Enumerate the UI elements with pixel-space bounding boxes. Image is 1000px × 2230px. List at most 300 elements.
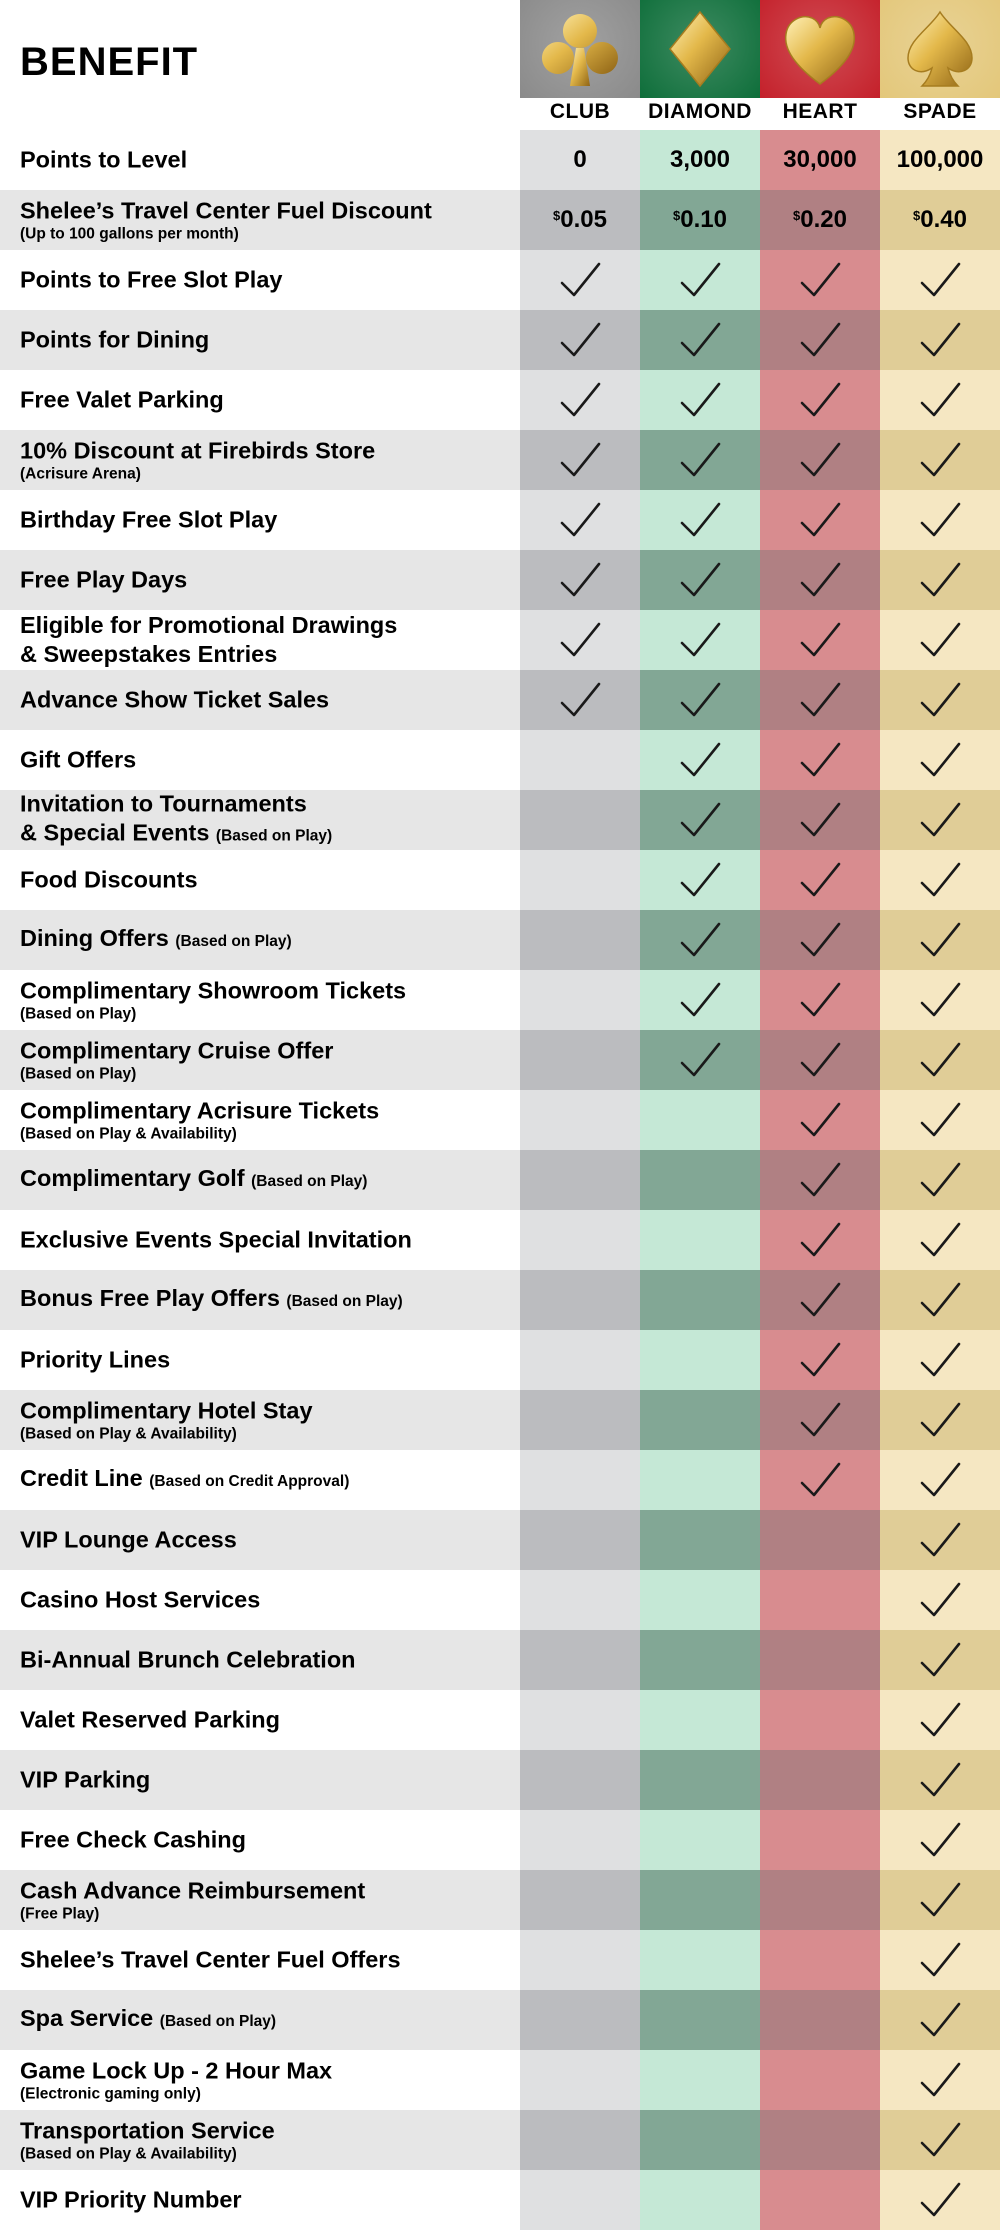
- check-icon: [799, 1040, 841, 1080]
- tier-cell-club: [520, 610, 640, 670]
- tier-cell-diamond: [640, 1510, 760, 1570]
- check-icon: [799, 1160, 841, 1200]
- tier-cell-club: [520, 490, 640, 550]
- benefit-label: [20, 1877, 514, 1924]
- benefit-row: [0, 1630, 1000, 1690]
- benefit-label: [20, 1646, 514, 1675]
- benefit-name: Exclusive Events Special Invitation: [20, 1226, 412, 1253]
- check-icon: [919, 2000, 961, 2040]
- tier-cell-heart: [760, 790, 880, 850]
- tier-value-number: 0: [573, 146, 587, 173]
- benefit-label-cell: [0, 610, 520, 670]
- tier-cell-club: [520, 1810, 640, 1870]
- currency-symbol: $: [553, 208, 561, 223]
- tier-cell-spade: [880, 1390, 1000, 1450]
- check-icon: [919, 260, 961, 300]
- benefit-row: [0, 130, 1000, 190]
- check-icon: [919, 860, 961, 900]
- check-icon: [799, 1400, 841, 1440]
- benefit-name: Eligible for Promotional Drawings: [20, 612, 398, 638]
- club-icon: [540, 8, 620, 90]
- tier-cell-spade: [880, 370, 1000, 430]
- benefit-label: [20, 506, 514, 535]
- benefit-name-line2: & Special Events: [20, 819, 210, 846]
- check-icon: [919, 620, 961, 660]
- tier-cell-diamond: [640, 1570, 760, 1630]
- check-icon: [559, 560, 601, 600]
- benefit-row: [0, 1510, 1000, 1570]
- benefit-name: Free Play Days: [20, 566, 188, 593]
- tier-value-number: 0.20: [800, 206, 847, 233]
- tier-cell-heart: [760, 850, 880, 910]
- benefit-row: [0, 250, 1000, 310]
- benefit-label: [20, 326, 514, 355]
- tier-cell-spade: [880, 1630, 1000, 1690]
- tier-cell-spade: [880, 790, 1000, 850]
- check-icon: [919, 1340, 961, 1380]
- check-icon: [919, 1700, 961, 1740]
- check-icon: [919, 2180, 961, 2220]
- benefit-row: [0, 430, 1000, 490]
- benefit-name: Priority Lines: [20, 1346, 171, 1373]
- tier-cell-spade: [880, 130, 1000, 190]
- benefit-label: [20, 790, 514, 851]
- benefit-label: [20, 266, 514, 295]
- tier-club: [520, 0, 640, 130]
- benefit-label-cell: [0, 1870, 520, 1930]
- benefit-label-cell: [0, 430, 520, 490]
- tier-cell-spade: [880, 1870, 1000, 1930]
- tier-cell-diamond: [640, 970, 760, 1030]
- tier-cell-heart: [760, 1690, 880, 1750]
- check-icon: [799, 920, 841, 960]
- check-icon: [919, 1760, 961, 1800]
- tier-cell-club: [520, 1690, 640, 1750]
- tier-cell-club: [520, 1090, 640, 1150]
- tier-cell-club: [520, 370, 640, 430]
- check-icon: [799, 260, 841, 300]
- benefit-label: [20, 866, 514, 895]
- benefit-label-cell: [0, 670, 520, 730]
- check-icon: [919, 800, 961, 840]
- benefit-name: VIP Priority Number: [20, 2186, 242, 2213]
- check-icon: [919, 1280, 961, 1320]
- benefit-row: [0, 2170, 1000, 2230]
- tier-cell-heart: [760, 2050, 880, 2110]
- tier-cell-diamond: [640, 1150, 760, 1210]
- benefit-name: VIP Parking: [20, 1766, 151, 1793]
- tier-cell-diamond: [640, 190, 760, 250]
- check-icon: [799, 380, 841, 420]
- tier-cell-heart: [760, 1330, 880, 1390]
- tier-cell-heart: [760, 1030, 880, 1090]
- check-icon: [799, 560, 841, 600]
- benefit-name: Points for Dining: [20, 326, 210, 353]
- tier-cell-diamond: [640, 550, 760, 610]
- tier-cell-diamond: [640, 1390, 760, 1450]
- tier-cell-diamond: [640, 670, 760, 730]
- diamond-icon: [660, 8, 740, 90]
- benefit-name: Dining Offers: [20, 925, 169, 951]
- tier-cell-heart: [760, 430, 880, 490]
- tier-cell-diamond: [640, 1630, 760, 1690]
- tier-value-number: 0.40: [920, 206, 967, 233]
- tier-cell-club: [520, 670, 640, 730]
- tier-value-number: 100,000: [896, 146, 984, 173]
- benefit-label: [20, 1464, 514, 1496]
- tier-cell-diamond: [640, 1030, 760, 1090]
- benefit-label-cell: [0, 1630, 520, 1690]
- check-icon: [679, 740, 721, 780]
- benefit-label-cell: [0, 1030, 520, 1090]
- tier-value: [880, 206, 1000, 234]
- tier-cell-club: [520, 1870, 640, 1930]
- tier-cell-heart: [760, 1870, 880, 1930]
- benefit-name: Invitation to Tournaments: [20, 790, 307, 817]
- tier-cell-heart: [760, 1990, 880, 2050]
- check-icon: [919, 1940, 961, 1980]
- check-icon: [679, 500, 721, 540]
- currency-symbol: $: [913, 208, 921, 223]
- tier-cell-heart: [760, 730, 880, 790]
- tier-cell-club: [520, 1150, 640, 1210]
- tier-cell-heart: [760, 1390, 880, 1450]
- benefit-name: Complimentary Acrisure Tickets: [20, 1097, 380, 1124]
- benefit-label: [20, 386, 514, 415]
- check-icon: [679, 680, 721, 720]
- benefit-name: Complimentary Golf: [20, 1165, 245, 1191]
- check-icon: [799, 320, 841, 360]
- check-icon: [919, 1580, 961, 1620]
- benefit-name: Advance Show Ticket Sales: [20, 686, 330, 713]
- benefit-name: Bi-Annual Brunch Celebration: [20, 1646, 356, 1673]
- tier-cell-club: [520, 1750, 640, 1810]
- benefit-row: [0, 1030, 1000, 1090]
- benefit-label-cell: [0, 1990, 520, 2050]
- tier-cell-club: [520, 1210, 640, 1270]
- tier-cell-heart: [760, 490, 880, 550]
- check-icon: [679, 320, 721, 360]
- benefit-label-cell: [0, 850, 520, 910]
- check-icon: [919, 440, 961, 480]
- benefit-subnote: (Electronic gaming only): [20, 2085, 201, 2103]
- tier-cell-spade: [880, 850, 1000, 910]
- tier-cell-club: [520, 130, 640, 190]
- check-icon: [799, 440, 841, 480]
- benefit-label-cell: [0, 130, 520, 190]
- check-icon: [559, 680, 601, 720]
- tier-cell-heart: [760, 1570, 880, 1630]
- tier-cell-diamond: [640, 430, 760, 490]
- check-icon: [919, 740, 961, 780]
- tier-cell-diamond: [640, 610, 760, 670]
- benefit-name: Complimentary Cruise Offer: [20, 1037, 334, 1064]
- benefit-row: [0, 1870, 1000, 1930]
- tier-spade: [880, 0, 1000, 130]
- tier-cell-spade: [880, 1090, 1000, 1150]
- tier-cell-diamond: [640, 370, 760, 430]
- check-icon: [559, 260, 601, 300]
- tier-cell-spade: [880, 1150, 1000, 1210]
- benefit-subnote: (Free Play): [20, 1905, 100, 1923]
- tier-cell-heart: [760, 1930, 880, 1990]
- benefit-label-cell: [0, 190, 520, 250]
- tier-cell-diamond: [640, 2110, 760, 2170]
- benefit-label-cell: [0, 1930, 520, 1990]
- benefit-label: [20, 1706, 514, 1735]
- benefit-row: [0, 2110, 1000, 2170]
- benefit-name: Shelee’s Travel Center Fuel Discount: [20, 197, 432, 224]
- check-icon: [919, 1100, 961, 1140]
- check-icon: [559, 380, 601, 420]
- benefit-label: [20, 1284, 514, 1316]
- benefit-row: [0, 1150, 1000, 1210]
- tier-cell-diamond: [640, 1210, 760, 1270]
- tier-cell-diamond: [640, 910, 760, 970]
- benefit-name: 10% Discount at Firebirds Store: [20, 437, 376, 464]
- check-icon: [919, 1400, 961, 1440]
- benefit-row: [0, 310, 1000, 370]
- benefit-label-cell: [0, 250, 520, 310]
- tier-value: [520, 146, 640, 174]
- benefit-row: [0, 1270, 1000, 1330]
- tier-value: [760, 206, 880, 234]
- benefit-label-cell: [0, 1390, 520, 1450]
- tier-label: CLUB: [549, 100, 611, 123]
- check-icon: [799, 740, 841, 780]
- benefit-label: [20, 746, 514, 775]
- tier-cell-heart: [760, 1210, 880, 1270]
- benefit-subnote: (Based on Play): [20, 1005, 137, 1023]
- check-icon: [679, 1040, 721, 1080]
- benefit-note: (Based on Credit Approval): [149, 1473, 350, 1490]
- benefit-name: Points to Level: [20, 146, 188, 173]
- tier-cell-heart: [760, 1510, 880, 1570]
- benefit-name: Valet Reserved Parking: [20, 1706, 280, 1733]
- benefit-label-cell: [0, 2110, 520, 2170]
- check-icon: [679, 440, 721, 480]
- tier-value: [880, 146, 1000, 174]
- benefit-label-cell: [0, 910, 520, 970]
- check-icon: [919, 680, 961, 720]
- benefit-label: [20, 1346, 514, 1375]
- benefit-row: [0, 1330, 1000, 1390]
- check-icon: [679, 260, 721, 300]
- tier-cell-spade: [880, 490, 1000, 550]
- benefit-row: [0, 610, 1000, 670]
- benefit-note: (Based on Play): [251, 1173, 368, 1190]
- tier-cell-heart: [760, 190, 880, 250]
- tier-value: [640, 146, 760, 174]
- tier-cell-diamond: [640, 1930, 760, 1990]
- benefit-name: Cash Advance Reimbursement: [20, 1877, 366, 1904]
- check-icon: [679, 800, 721, 840]
- benefit-subnote: (Based on Play & Availability): [20, 2145, 237, 2163]
- tier-cell-spade: [880, 430, 1000, 490]
- tier-cell-diamond: [640, 1690, 760, 1750]
- tier-cell-club: [520, 2170, 640, 2230]
- check-icon: [919, 1520, 961, 1560]
- benefit-name: Gift Offers: [20, 746, 137, 773]
- benefit-subnote: (Based on Play): [20, 1065, 137, 1083]
- benefit-name: Complimentary Hotel Stay: [20, 1397, 313, 1424]
- tier-cell-heart: [760, 1630, 880, 1690]
- benefit-label-cell: [0, 970, 520, 1030]
- benefit-label: [20, 1526, 514, 1555]
- benefit-row: [0, 790, 1000, 850]
- tier-cell-diamond: [640, 1990, 760, 2050]
- check-icon: [679, 860, 721, 900]
- check-icon: [559, 500, 601, 540]
- benefit-name: Game Lock Up - 2 Hour Max: [20, 2057, 333, 2084]
- tier-cell-spade: [880, 310, 1000, 370]
- benefit-subnote: (Based on Play & Availability): [20, 1425, 237, 1443]
- check-icon: [919, 560, 961, 600]
- check-icon: [919, 1160, 961, 1200]
- header: [0, 0, 1000, 130]
- check-icon: [919, 980, 961, 1020]
- benefit-row: [0, 850, 1000, 910]
- benefit-label: [20, 1946, 514, 1975]
- tier-cell-heart: [760, 2110, 880, 2170]
- tier-diamond: [640, 0, 760, 130]
- tier-value: [520, 206, 640, 234]
- tier-cell-club: [520, 430, 640, 490]
- benefit-label-cell: [0, 370, 520, 430]
- tier-cell-heart: [760, 1090, 880, 1150]
- tier-cell-heart: [760, 1150, 880, 1210]
- benefit-label-cell: [0, 2170, 520, 2230]
- tier-cell-heart: [760, 1450, 880, 1510]
- check-icon: [799, 1460, 841, 1500]
- benefit-row: [0, 1810, 1000, 1870]
- check-icon: [919, 1880, 961, 1920]
- benefit-label-cell: [0, 490, 520, 550]
- tier-cell-diamond: [640, 310, 760, 370]
- tier-cell-spade: [880, 2170, 1000, 2230]
- benefit-row: [0, 490, 1000, 550]
- tier-cell-diamond: [640, 1330, 760, 1390]
- tier-cell-spade: [880, 2050, 1000, 2110]
- benefit-label: [20, 1397, 514, 1444]
- tier-value: [640, 206, 760, 234]
- benefit-note: (Based on Play): [215, 827, 333, 845]
- check-icon: [919, 1640, 961, 1680]
- tier-cell-diamond: [640, 250, 760, 310]
- benefit-label-cell: [0, 1810, 520, 1870]
- tier-cell-heart: [760, 130, 880, 190]
- benefit-label: [20, 1097, 514, 1144]
- check-icon: [799, 980, 841, 1020]
- check-icon: [799, 500, 841, 540]
- tier-cell-spade: [880, 1990, 1000, 2050]
- tier-cell-heart: [760, 670, 880, 730]
- benefit-name: VIP Lounge Access: [20, 1526, 237, 1553]
- tier-cell-diamond: [640, 130, 760, 190]
- benefit-row: [0, 1210, 1000, 1270]
- benefit-label: [20, 924, 514, 956]
- benefit-row: [0, 970, 1000, 1030]
- tier-cell-spade: [880, 1210, 1000, 1270]
- tier-cell-club: [520, 310, 640, 370]
- benefit-row: [0, 1930, 1000, 1990]
- benefit-label-cell: [0, 1450, 520, 1510]
- benefit-label-cell: [0, 730, 520, 790]
- check-icon: [919, 1040, 961, 1080]
- tier-cell-heart: [760, 550, 880, 610]
- benefit-subnote: (Based on Play & Availability): [20, 1125, 237, 1143]
- check-icon: [919, 1460, 961, 1500]
- tier-cell-club: [520, 2110, 640, 2170]
- benefit-label: [20, 1226, 514, 1255]
- benefit-subnote: (Acrisure Arena): [20, 465, 141, 483]
- tier-cell-club: [520, 850, 640, 910]
- benefit-label: [20, 1766, 514, 1795]
- tier-cell-club: [520, 190, 640, 250]
- tier-cell-diamond: [640, 2050, 760, 2110]
- currency-symbol: $: [673, 208, 681, 223]
- tier-cell-heart: [760, 250, 880, 310]
- benefit-note: (Based on Play): [159, 2013, 277, 2030]
- tier-cell-diamond: [640, 730, 760, 790]
- check-icon: [799, 1100, 841, 1140]
- benefit-row: [0, 190, 1000, 250]
- check-icon: [559, 440, 601, 480]
- tier-cell-spade: [880, 1690, 1000, 1750]
- benefit-label: [20, 1826, 514, 1855]
- tier-cell-spade: [880, 1810, 1000, 1870]
- check-icon: [799, 680, 841, 720]
- currency-symbol: $: [793, 208, 801, 223]
- tier-cell-club: [520, 1930, 640, 1990]
- benefit-row: [0, 1090, 1000, 1150]
- tier-cell-spade: [880, 2110, 1000, 2170]
- tier-cell-heart: [760, 310, 880, 370]
- benefit-name: Casino Host Services: [20, 1586, 261, 1613]
- benefit-label-cell: [0, 790, 520, 850]
- check-icon: [919, 320, 961, 360]
- check-icon: [679, 380, 721, 420]
- tier-cell-diamond: [640, 790, 760, 850]
- check-icon: [679, 560, 721, 600]
- tier-cell-spade: [880, 1330, 1000, 1390]
- benefit-row: [0, 1990, 1000, 2050]
- tier-cell-club: [520, 1510, 640, 1570]
- benefit-name: Points to Free Slot Play: [20, 266, 283, 293]
- benefit-row: [0, 2050, 1000, 2110]
- benefit-label: [20, 2057, 514, 2104]
- tier-label: DIAMOND: [648, 100, 752, 123]
- tier-cell-heart: [760, 970, 880, 1030]
- benefit-name: Complimentary Showroom Tickets: [20, 977, 407, 1004]
- tier-cell-club: [520, 1990, 640, 2050]
- tier-cell-heart: [760, 1270, 880, 1330]
- benefit-label: [20, 611, 514, 669]
- tier-cell-club: [520, 2050, 640, 2110]
- tier-cell-spade: [880, 190, 1000, 250]
- check-icon: [679, 920, 721, 960]
- benefit-label: [20, 1586, 514, 1615]
- tier-cell-spade: [880, 730, 1000, 790]
- benefit-label: [20, 2117, 514, 2164]
- benefit-name: Shelee’s Travel Center Fuel Offers: [20, 1946, 401, 1973]
- benefit-row: [0, 1390, 1000, 1450]
- check-icon: [799, 620, 841, 660]
- check-icon: [919, 2060, 961, 2100]
- benefit-label-cell: [0, 1210, 520, 1270]
- benefit-label: [20, 197, 514, 244]
- benefit-label-cell: [0, 1510, 520, 1570]
